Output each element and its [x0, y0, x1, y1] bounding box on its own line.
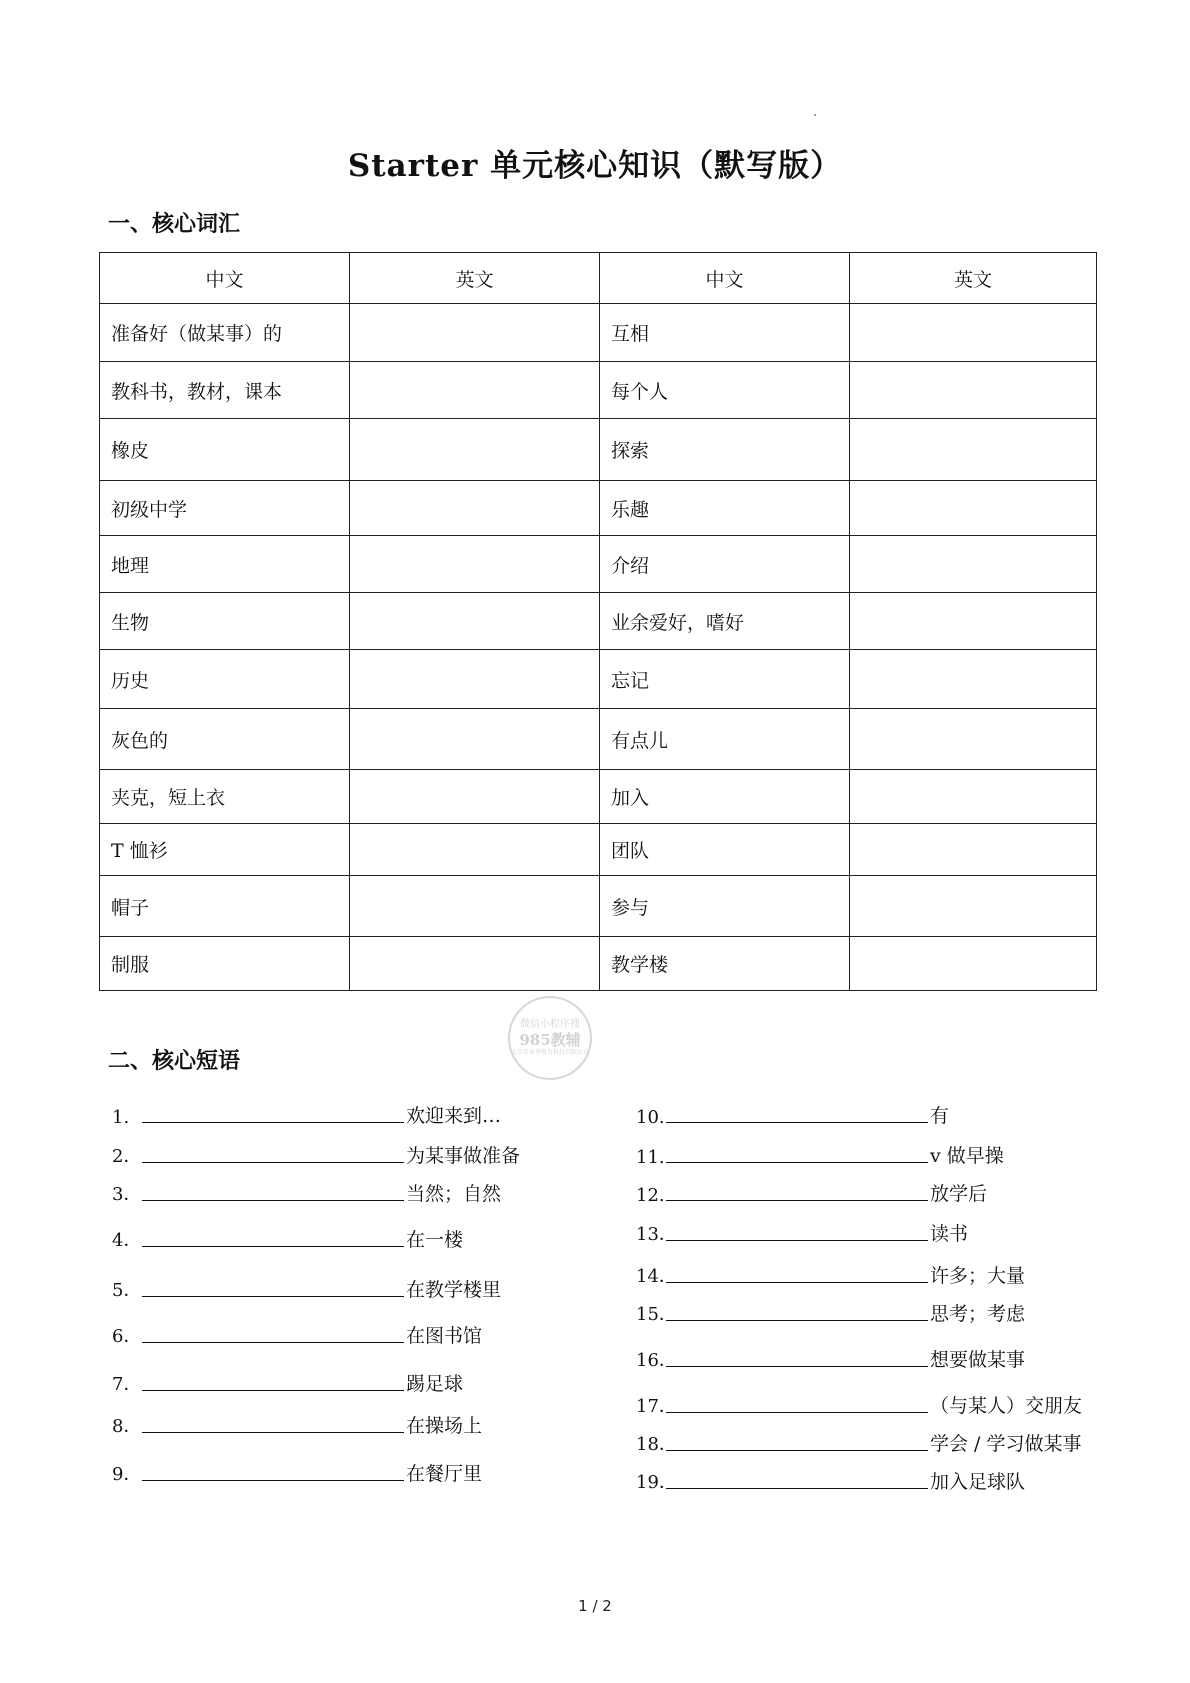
table-row — [100, 593, 1097, 650]
phrase-number: 16． — [636, 1350, 677, 1371]
phrase-meaning: 读书 — [930, 1223, 969, 1245]
phrase-meaning: 想要做某事 — [930, 1349, 1026, 1371]
phrase-number: 19． — [636, 1472, 677, 1493]
vocab-english-answer-cell[interactable] — [850, 362, 1097, 419]
table-row — [100, 362, 1097, 419]
vocab-chinese-cell: 生物 — [100, 593, 350, 650]
phrase-meaning: 有 — [930, 1105, 950, 1127]
vocab-english-answer-cell[interactable] — [850, 876, 1097, 937]
vocab-chinese-cell: 探索 — [600, 419, 850, 481]
phrase-item — [112, 1176, 582, 1206]
answer-blank[interactable] — [666, 1240, 928, 1241]
answer-blank[interactable] — [142, 1480, 404, 1481]
vocab-english-answer-cell[interactable] — [350, 304, 600, 362]
phrase-item — [112, 1366, 582, 1396]
phrase-meaning: 加入足球队 — [930, 1471, 1026, 1493]
phrase-meaning: 欢迎来到… — [406, 1105, 502, 1127]
section-heading-vocabulary: 一、核心词汇 — [108, 211, 241, 237]
vocab-chinese-cell: T 恤衫 — [100, 824, 350, 876]
table-row — [100, 304, 1097, 362]
vocab-english-answer-cell[interactable] — [350, 362, 600, 419]
phrase-item — [112, 1138, 582, 1168]
vocab-english-answer-cell[interactable] — [850, 824, 1097, 876]
phrase-meaning: 当然；自然 — [406, 1183, 502, 1205]
answer-blank[interactable] — [142, 1296, 404, 1297]
table-row — [100, 536, 1097, 593]
column-header-chinese: 中文 — [100, 253, 350, 304]
phrase-item — [636, 1342, 1106, 1372]
phrase-item — [636, 1138, 1106, 1168]
table-row — [100, 876, 1097, 937]
phrase-number: 9． — [112, 1464, 142, 1485]
vocab-chinese-cell: 准备好（做某事）的 — [100, 304, 350, 362]
phrase-meaning: 在图书馆 — [406, 1325, 483, 1347]
phrase-number: 12. — [636, 1185, 665, 1206]
phrase-item — [636, 1098, 1106, 1128]
vocab-english-answer-cell[interactable] — [850, 593, 1097, 650]
phrase-number: 3． — [112, 1184, 142, 1205]
phrase-number: 15． — [636, 1304, 677, 1325]
phrase-meaning: v 做早操 — [930, 1145, 1004, 1167]
vocab-english-answer-cell[interactable] — [350, 709, 600, 770]
phrase-number: 1. — [112, 1107, 130, 1128]
vocab-english-answer-cell[interactable] — [350, 824, 600, 876]
watermark-main-text: 985教辅 — [519, 1031, 581, 1050]
phrase-item — [112, 1222, 582, 1252]
answer-blank[interactable] — [142, 1162, 404, 1163]
vocab-chinese-cell: 业余爱好，嗜好 — [600, 593, 850, 650]
phrase-meaning: 思考；考虑 — [930, 1303, 1026, 1325]
vocab-chinese-cell: 参与 — [600, 876, 850, 937]
vocab-english-answer-cell[interactable] — [850, 770, 1097, 824]
vocab-english-answer-cell[interactable] — [350, 481, 600, 536]
vocab-english-answer-cell[interactable] — [350, 650, 600, 709]
phrase-item — [636, 1216, 1106, 1246]
phrase-meaning: 许多；大量 — [930, 1265, 1026, 1287]
column-header-english: 英文 — [350, 253, 600, 304]
answer-blank[interactable] — [142, 1122, 404, 1123]
phrase-item — [636, 1258, 1106, 1288]
answer-blank[interactable] — [142, 1342, 404, 1343]
vocab-chinese-cell: 介绍 — [600, 536, 850, 593]
answer-blank[interactable] — [666, 1282, 928, 1283]
vocab-chinese-cell: 夹克，短上衣 — [100, 770, 350, 824]
vocab-english-answer-cell[interactable] — [350, 937, 600, 991]
phrase-number: 13． — [636, 1224, 677, 1245]
section-heading-phrases: 二、核心短语 — [108, 1048, 241, 1074]
vocab-chinese-cell: 有点儿 — [600, 709, 850, 770]
phrase-item — [636, 1426, 1106, 1456]
vocab-chinese-cell: 初级中学 — [100, 481, 350, 536]
phrase-number: 5． — [112, 1280, 142, 1301]
phrase-meaning: 放学后 — [930, 1183, 988, 1205]
vocab-english-answer-cell[interactable] — [350, 536, 600, 593]
answer-blank[interactable] — [142, 1200, 404, 1201]
vocab-chinese-cell: 地理 — [100, 536, 350, 593]
vocab-english-answer-cell[interactable] — [350, 770, 600, 824]
vocab-english-answer-cell[interactable] — [850, 304, 1097, 362]
vocab-chinese-cell: 教学楼 — [600, 937, 850, 991]
vocab-english-answer-cell[interactable] — [850, 650, 1097, 709]
phrase-item — [112, 1272, 582, 1302]
vocab-chinese-cell: 互相 — [600, 304, 850, 362]
answer-blank[interactable] — [142, 1246, 404, 1247]
watermark-top-text: 微信小程序搜 — [520, 1019, 580, 1031]
vocab-english-answer-cell[interactable] — [350, 419, 600, 481]
answer-blank[interactable] — [666, 1488, 928, 1489]
phrase-number: 18． — [636, 1434, 677, 1455]
phrase-item — [636, 1464, 1106, 1494]
phrase-meaning: 在一楼 — [406, 1229, 464, 1251]
vocab-chinese-cell: 团队 — [600, 824, 850, 876]
vocab-chinese-cell: 帽子 — [100, 876, 350, 937]
page-title: Starter 单元核心知识（默写版） — [347, 148, 843, 184]
table-row — [100, 419, 1097, 481]
phrase-item — [112, 1098, 582, 1128]
vocab-english-answer-cell[interactable] — [850, 937, 1097, 991]
phrase-list-right — [636, 1098, 1106, 1494]
phrase-meaning: 在餐厅里 — [406, 1463, 483, 1485]
answer-blank[interactable] — [142, 1432, 404, 1433]
vocab-english-answer-cell[interactable] — [850, 481, 1097, 536]
vocab-chinese-cell: 灰色的 — [100, 709, 350, 770]
phrase-item — [636, 1388, 1106, 1418]
vocab-chinese-cell: 每个人 — [600, 362, 850, 419]
phrase-number: 6． — [112, 1326, 142, 1347]
phrase-meaning: 为某事做准备 — [406, 1145, 521, 1167]
vocabulary-table — [99, 252, 1097, 991]
phrase-number: 14． — [636, 1266, 677, 1287]
answer-blank[interactable] — [666, 1450, 928, 1451]
table-row — [100, 770, 1097, 824]
phrase-number: 10. — [636, 1107, 665, 1128]
answer-blank[interactable] — [666, 1200, 928, 1201]
vocab-english-answer-cell[interactable] — [350, 876, 600, 937]
table-row — [100, 937, 1097, 991]
answer-blank[interactable] — [142, 1390, 404, 1391]
column-header-chinese: 中文 — [600, 253, 850, 304]
speck — [814, 114, 816, 116]
table-row — [100, 709, 1097, 770]
vocab-chinese-cell: 加入 — [600, 770, 850, 824]
table-row — [100, 650, 1097, 709]
phrase-meaning: 学会 / 学习做某事 — [930, 1433, 1082, 1455]
phrase-number: 7． — [112, 1374, 142, 1395]
phrase-meaning: 在教学楼里 — [406, 1279, 502, 1301]
watermark-bottom-text: 北京安泰华教育科技有限公司 — [510, 1049, 589, 1057]
phrase-number: 8． — [112, 1416, 142, 1437]
vocab-chinese-cell: 橡皮 — [100, 419, 350, 481]
watermark-stamp — [508, 996, 592, 1080]
answer-blank[interactable] — [666, 1320, 928, 1321]
phrase-number: 17． — [636, 1396, 677, 1417]
phrase-number: 4． — [112, 1230, 142, 1251]
phrase-number: 2． — [112, 1146, 142, 1167]
answer-blank[interactable] — [666, 1122, 928, 1123]
phrase-item — [636, 1176, 1106, 1206]
vocab-chinese-cell: 历史 — [100, 650, 350, 709]
phrase-item — [112, 1456, 582, 1486]
answer-blank[interactable] — [666, 1162, 928, 1163]
vocab-chinese-cell: 制服 — [100, 937, 350, 991]
vocab-english-answer-cell[interactable] — [350, 593, 600, 650]
phrase-item — [112, 1318, 582, 1348]
answer-blank[interactable] — [666, 1412, 928, 1413]
phrase-item — [636, 1296, 1106, 1326]
vocab-chinese-cell: 乐趣 — [600, 481, 850, 536]
vocab-english-answer-cell[interactable] — [850, 536, 1097, 593]
table-row — [100, 481, 1097, 536]
vocab-english-answer-cell[interactable] — [850, 419, 1097, 481]
phrase-number: 11. — [636, 1147, 665, 1168]
phrase-meaning: 踢足球 — [406, 1373, 464, 1395]
table-row — [100, 824, 1097, 876]
answer-blank[interactable] — [666, 1366, 928, 1367]
phrase-meaning: 在操场上 — [406, 1415, 483, 1437]
vocab-english-answer-cell[interactable] — [850, 709, 1097, 770]
vocab-chinese-cell: 忘记 — [600, 650, 850, 709]
table-header-row — [100, 253, 1097, 304]
page-number: 1 / 2 — [578, 1597, 612, 1615]
vocab-chinese-cell: 教科书，教材，课本 — [100, 362, 350, 419]
phrase-list-left — [112, 1098, 582, 1486]
phrase-item — [112, 1408, 582, 1438]
phrase-meaning: （与某人）交朋友 — [930, 1395, 1083, 1417]
column-header-english: 英文 — [850, 253, 1097, 304]
